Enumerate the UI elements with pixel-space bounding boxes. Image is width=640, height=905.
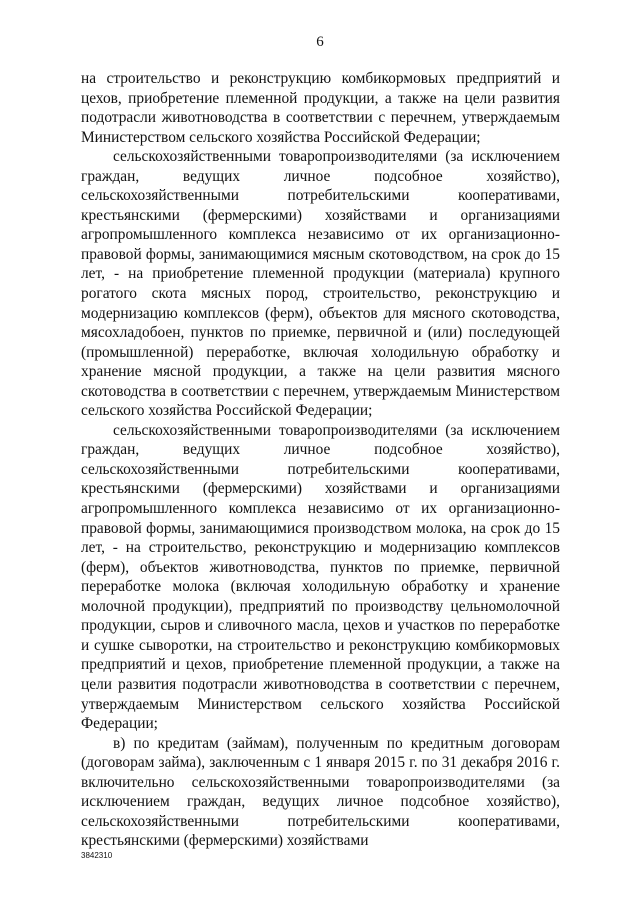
paragraph-4: в) по кредитам (займам), полученным по кредитным договорам (договорам займа), заключенным с 1 января 2015 г. по 31 декабря 2016 г. включительно сельскохозяйственными товаропроизводителями (за исключением граждан, ведущих личное подсобное хозяйство), сельскохозяйственными потребительскими кооперативами, крестьянскими (фермерскими) хозяйствами [81,734,560,850]
paragraph-1: на строительство и реконструкцию комбикормовых предприятий и цехов, приобретение племенной продукции, а также на цели развития подотрасли животноводства в соответствии с перечнем, утверждаемым Министерством сельского хозяйства Российской Федерации; [81,70,560,146]
paragraph-2: сельскохозяйственными товаропроизводителями (за исключением граждан, ведущих личное подсобное хозяйство), сельскохозяйственными потребительскими кооперативами, крестьянскими (фермерскими) хозяйствами и организациями агропромышленного комплекса независимо от их организационно-правовой формы, занимающимися мясным скотоводством, на срок до 15 лет, - на приобретение племенной продукции (материала) крупного рогатого скота мясных пород, строительство, реконструкцию и модернизацию комплексов (ферм), объектов для мясного скотоводства, мясохладобоен, пунктов по приемке, первичной и (или) последующей (промышленной) переработке, включая холодильную обработку и хранение мясной продукции, а также на цели развития мясного скотоводства в соответствии с перечнем, утверждаемым Министерством сельского хозяйства Российской Федерации; [81,148,560,420]
page-number: 6 [316,34,324,50]
document-body [81,69,560,851]
document-code: 3842310 [81,851,113,860]
paragraph-3: сельскохозяйственными товаропроизводителями (за исключением граждан, ведущих личное подсобное хозяйство), сельскохозяйственными потребительскими кооперативами, крестьянскими (фермерскими) хозяйствами и организациями агропромышленного комплекса независимо от их организационно-правовой формы, занимающимися производством молока, на срок до 15 лет, - на строительство, реконструкцию и модернизацию комплексов (ферм), объектов животноводства, пунктов по приемке, первичной переработке молока (включая холодильную обработку и хранение молочной продукции), предприятий по производству цельномолочной продукции, сыров и сливочного масла, цехов и участков по переработке и сушке сыворотки, на строительство и реконструкцию комбикормовых предприятий и цехов, приобретение племенной продукции, а также на цели развития подотрасли животноводства в соответствии с перечнем, утверждаемым Министерством сельского хозяйства Российской Федерации; [81,421,560,733]
